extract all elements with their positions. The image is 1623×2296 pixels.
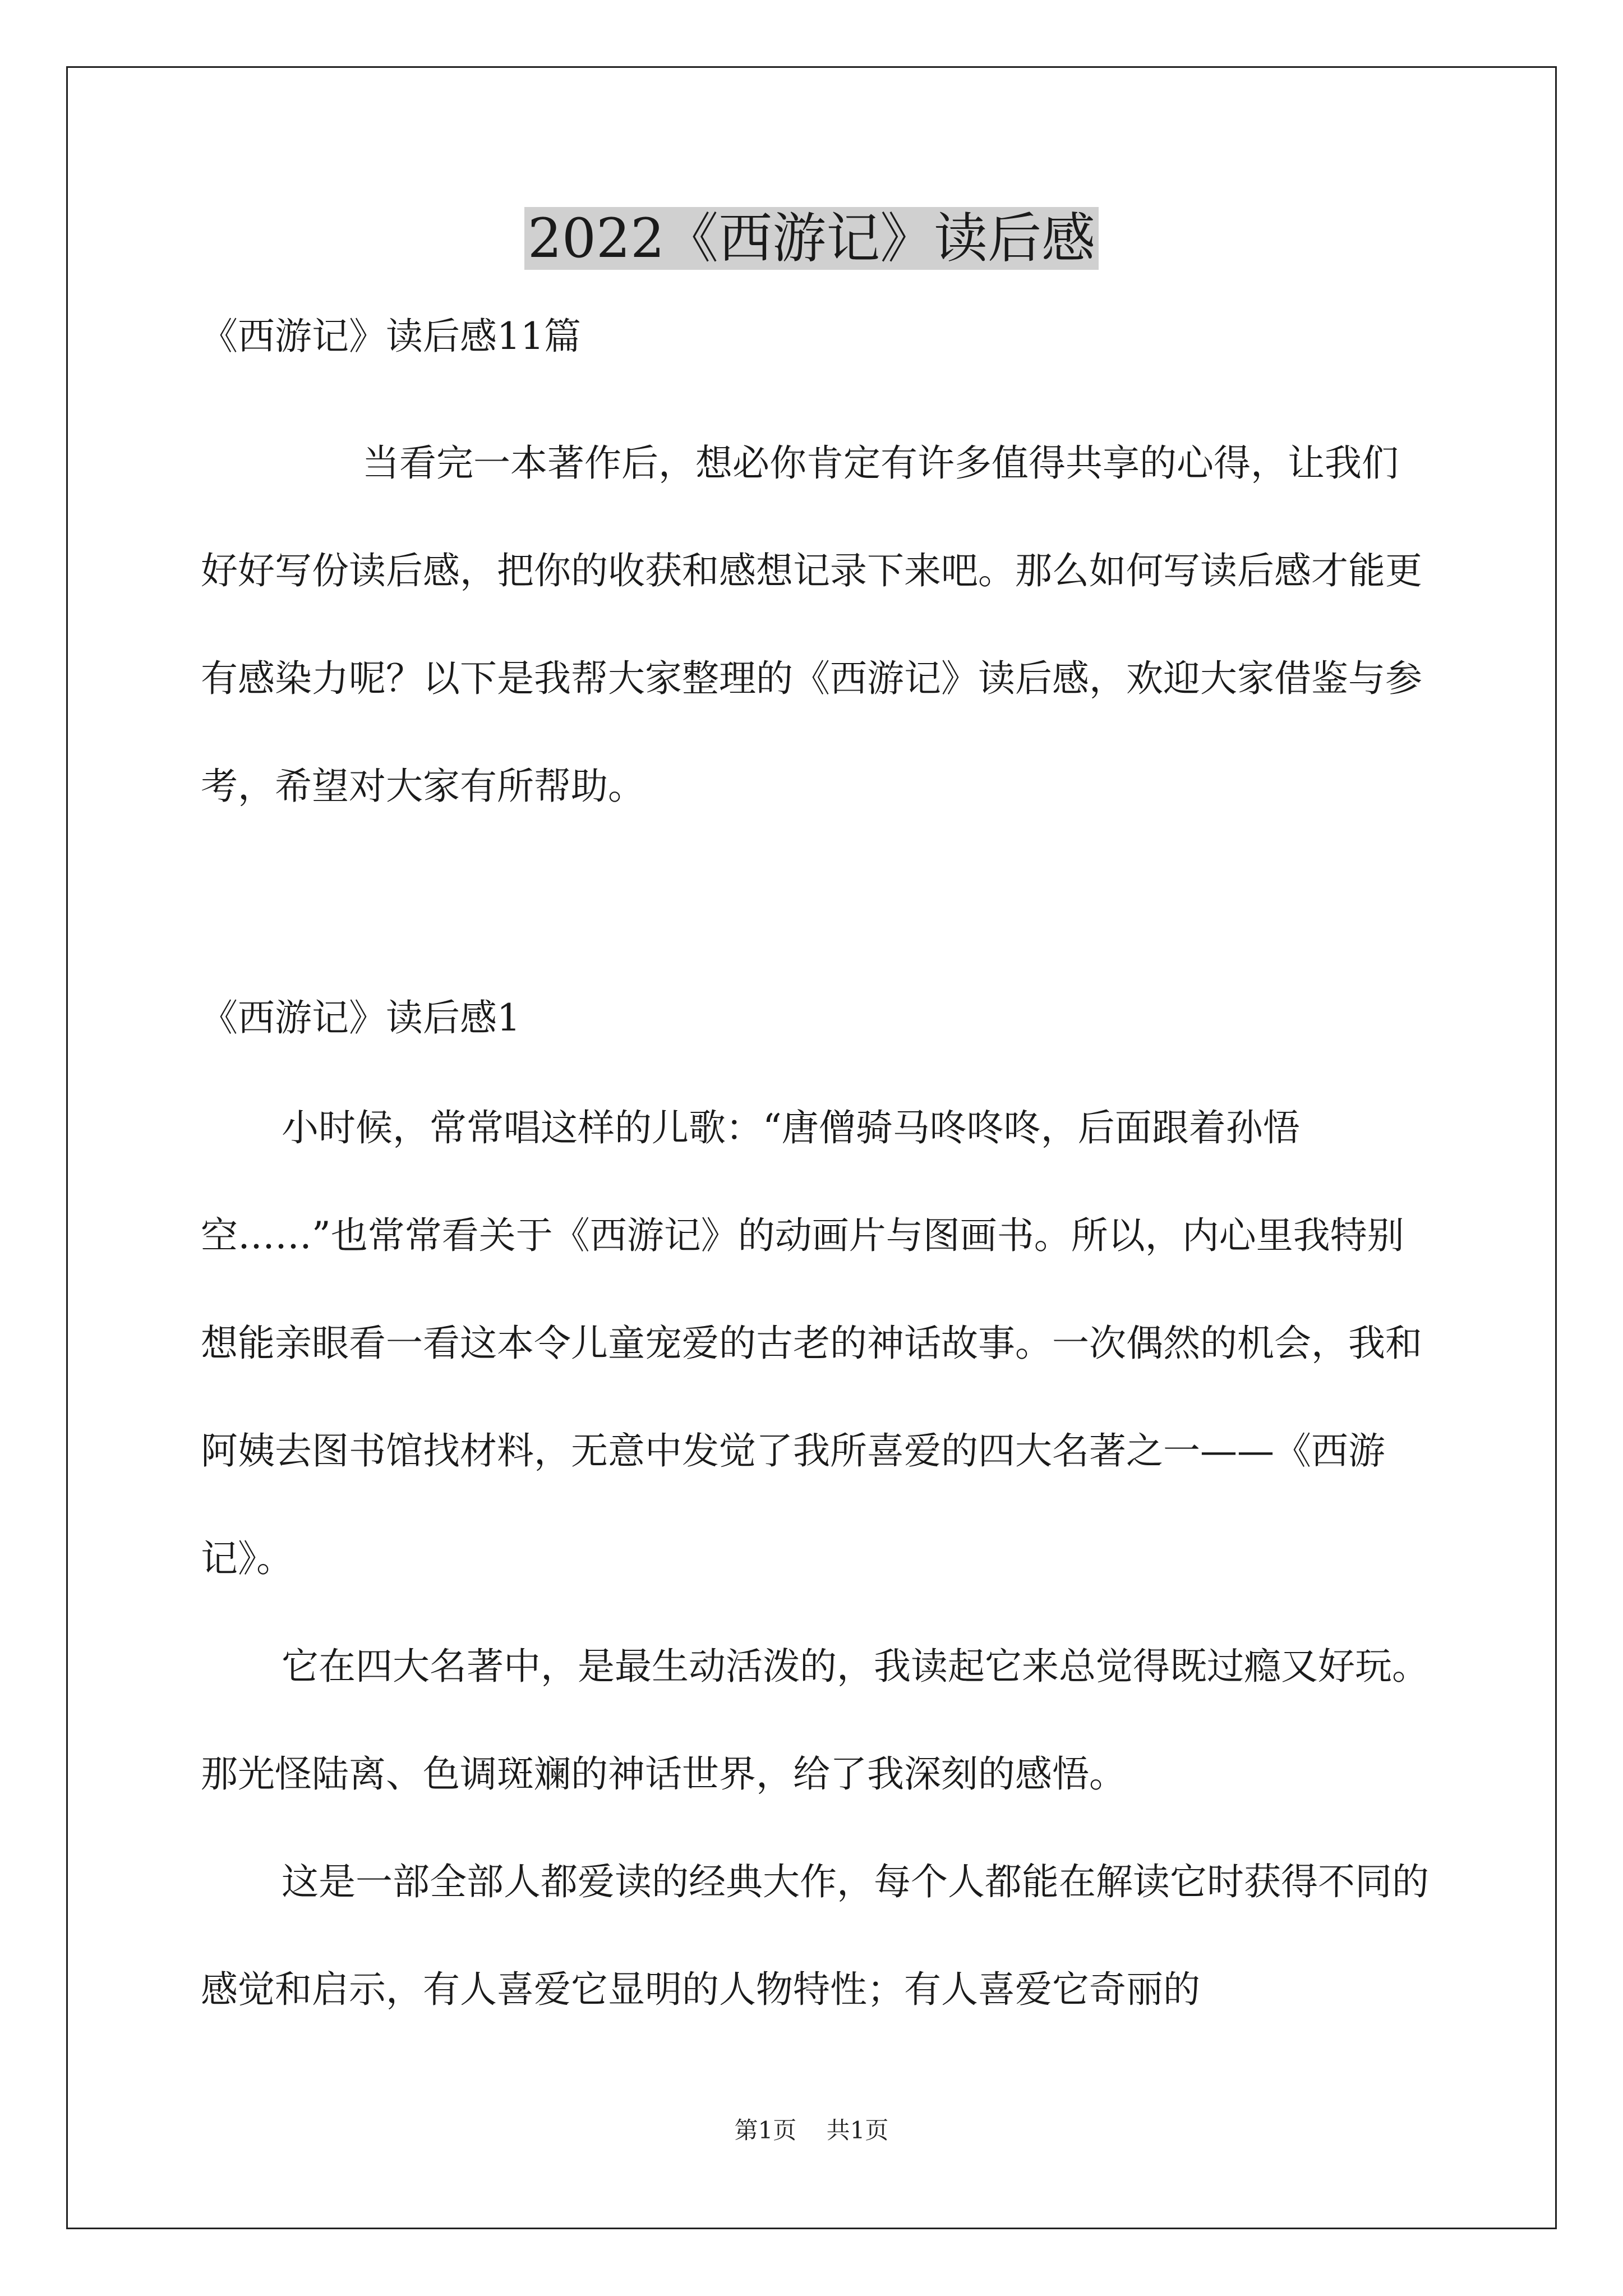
page-footer [0, 2114, 1623, 2147]
paragraph-3: 这是一部全部人都爱读的经典大作，每个人都能在解读它时获得不同的感觉和启示，有人喜爱它显明的人物特性；有人喜爱它奇丽的 [201, 1860, 1429, 2011]
intro-text: 当看完一本著作后，想必你肯定有许多值得共享的心得，让我们好好写份读后感，把你的收获和感想记录下来吧。那么如何写读后感才能更有感染力呢？以下是我帮大家整理的《西游记》读后感，欢迎大家借鉴与参考，希望对大家有所帮助。 [201, 441, 1422, 808]
intro-paragraph [201, 409, 1435, 840]
paragraph-1: 小时候，常常唱这样的儿歌：“唐僧骑马咚咚咚，后面跟着孙悟空……”也常常看关于《西游记》的动画片与图画书。所以，内心里我特别想能亲眼看一看这本令儿童宠爱的古老的神话故事。一次偶然的机会，我和阿姨去图书馆找材料，无意中发觉了我所喜爱的四大名著之一——《西游记》。 [201, 1106, 1422, 1580]
paragraph-2: 它在四大名著中，是最生动活泼的，我读起它来总觉得既过瘾又好玩。那光怪陆离、色调斑斓的神话世界，给了我深刻的感悟。 [201, 1645, 1429, 1796]
section-heading: 《西游记》读后感1 [201, 996, 520, 1039]
document-title [0, 199, 1623, 278]
document-title-text: 2022《西游记》读后感 [524, 207, 1099, 270]
page-total: 共1页 [826, 2116, 889, 2144]
section-body [201, 1074, 1435, 2044]
document-subtitle: 《西游记》读后感11篇 [201, 315, 581, 358]
page-current: 第1页 [734, 2116, 797, 2144]
